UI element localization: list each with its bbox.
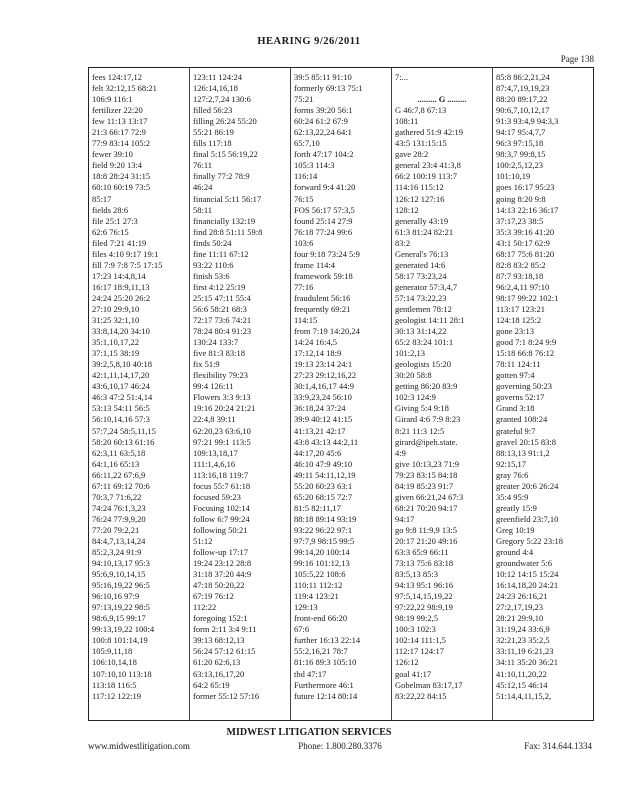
index-entry: 25:15 47:11 55:4 xyxy=(193,292,251,303)
index-entry: 94:17 95:4,7,7 xyxy=(496,127,546,138)
index-entry xyxy=(395,83,489,94)
index-entry: 76:18 77:24 99:6 xyxy=(294,226,353,237)
index-entry: 55:2,16,21 78:7 xyxy=(294,646,348,657)
index-entry: 27:23 29:12,16,22 xyxy=(294,370,357,381)
index-entry: forth 47:17 104:2 xyxy=(294,149,354,160)
index-entry: Girard 4:6 7:9 8:23 xyxy=(395,414,461,425)
index-entry: 21:3 66:17 72:9 xyxy=(92,127,146,138)
index-entry: file 25:1 27:3 xyxy=(92,215,138,226)
index-entry: felt 32:12,15 68:21 xyxy=(92,83,157,94)
index-entry: fills 117:18 xyxy=(193,138,232,149)
index-entry: 19:24 23:12 28:8 xyxy=(193,558,252,569)
index-entry: getting 86:20 83:9 xyxy=(395,381,458,392)
index-entry: 126:14,16,18 xyxy=(193,83,238,94)
index-entry: from 7:19 14:20,24 xyxy=(294,326,360,337)
index-entry: 79:23 83:15 84:18 xyxy=(395,469,458,480)
index-entry: 85:8 86:2,21,24 xyxy=(496,72,550,82)
index-entry: focus 55:7 61:18 xyxy=(193,480,251,491)
index-entry: 72:17 73:6 74:21 xyxy=(193,315,252,326)
index-entry: 36:18,24 37:24 xyxy=(294,403,346,414)
index-entry: 7:... xyxy=(395,72,408,82)
index-entry: 70:3,7 71:6,22 xyxy=(92,491,142,502)
index-entry: 84:4,7,13,14,24 xyxy=(92,535,146,546)
index-entry: 39:5 85:11 91:10 xyxy=(294,72,352,82)
index-entry: 39:9 40:12 41:15 xyxy=(294,414,353,425)
index-entry: ......... G ......... xyxy=(417,94,467,105)
footer-website: www.midwestlitigation.com xyxy=(88,741,190,751)
index-entry: 67:19 76:12 xyxy=(193,591,234,602)
index-entry: 15:18 66:8 76:12 xyxy=(496,348,555,359)
index-entry: 130:24 133:7 xyxy=(193,337,239,348)
index-entry: 46:24 xyxy=(193,182,213,193)
index-entry: 99:13,19,22 100:4 xyxy=(92,624,155,635)
index-entry: 83:2 xyxy=(395,237,411,248)
index-entry: 106:9 116:1 xyxy=(92,94,133,105)
index-entry: 43:8 43:13 44:2,11 xyxy=(294,436,359,447)
index-entry: Gregory 5:22 23:18 xyxy=(496,535,564,546)
page-number: Page 138 xyxy=(560,54,594,64)
index-entry: 84:19 85:23 91:7 xyxy=(395,480,454,491)
index-entry: 102:14 111:1,5 xyxy=(395,635,446,646)
index-entry: 102:3 124:9 xyxy=(395,392,436,403)
index-entry: ground 4:4 xyxy=(496,547,534,558)
index-entry: 81:16 89:3 105:10 xyxy=(294,657,357,668)
index-entry: 41:13,21 42:17 xyxy=(294,425,346,436)
index-entry: 32:21,23 35:2,5 xyxy=(496,635,550,646)
index-entry: 49:11 54:11,12,19 xyxy=(294,469,356,480)
index-entry: FOS 56:17 57:3,5 xyxy=(294,204,355,215)
index-entry: 43:6,10,17 46:24 xyxy=(92,381,150,392)
index-entry: 83:22,22 84:15 xyxy=(395,690,447,701)
index-entry: 27:10 29:9,10 xyxy=(92,303,140,314)
index-entry: 96:10,16 97:9 xyxy=(92,591,140,602)
index-entry: formerly 69:13 75:1 xyxy=(294,83,363,94)
index-entry: 99:14,20 100:14 xyxy=(294,547,350,558)
index-entry: gray 76:6 xyxy=(496,469,529,480)
index-entry: 42:1,11,14,17,20 xyxy=(92,370,150,381)
index-entry: 117:12 122:19 xyxy=(92,690,142,701)
index-entry: governing 50:23 xyxy=(496,381,552,392)
index-entry: general 23:4 41:3,8 xyxy=(395,160,461,171)
index-entry: 98:19 99:2,5 xyxy=(395,613,438,624)
index-entry: 68:21 70:20 94:17 xyxy=(395,502,458,513)
index-entry: future 12:14 80:14 xyxy=(294,690,358,701)
index-entry: 76:11 xyxy=(193,160,213,171)
index-entry: 96:2,4,11 97:10 xyxy=(496,281,550,292)
index-entry: first 4:12 25:19 xyxy=(193,281,246,292)
index-entry: 53:13 54:11 56:5 xyxy=(92,403,150,414)
index-entry: 37:17,23 38:5 xyxy=(496,215,544,226)
index-entry: 97:22,22 98:9,19 xyxy=(395,602,453,613)
index-entry: geologists 15:20 xyxy=(395,359,451,370)
index-entry: 37:1,15 38:19 xyxy=(92,348,140,359)
index-entry: 105:5,22 108:6 xyxy=(294,569,346,580)
index-entry: 66:11,22 67:6,9 xyxy=(92,469,146,480)
index-entry: 78:24 80:4 91:23 xyxy=(193,326,252,337)
index-entry: 24:24 25:20 26:2 xyxy=(92,292,151,303)
index-entry: 97:5,14,15,19,22 xyxy=(395,591,453,602)
index-entry: 51:14,4,11,15,2, xyxy=(496,690,552,701)
index-entry: financial 5:11 56:17 xyxy=(193,193,262,204)
index-entry: 62:13,22,24 64:1 xyxy=(294,127,352,138)
index-entry: 46:10 47:9 49:10 xyxy=(294,458,353,469)
index-entry: 85:17 xyxy=(92,193,112,204)
index-entry: 76:24 77:9,9,20 xyxy=(92,513,146,524)
index-entry: 41:10,11,20,22 xyxy=(496,668,547,679)
index-entry: gathered 51:9 42:19 xyxy=(395,127,463,138)
index-entry: field 9:20 13:4 xyxy=(92,160,143,171)
index-entry: 114:15 xyxy=(294,315,318,326)
index-entry: files 4:10 9:17 19:1 xyxy=(92,248,159,259)
index-entry: 56:10,14,16 57:3 xyxy=(92,414,150,425)
index-entry: find 28:8 51:11 59:8 xyxy=(193,226,263,237)
index-entry: gone 23:13 xyxy=(496,326,535,337)
index-entry: 126:12 127:16 xyxy=(395,193,445,204)
index-entry: fees 124:17,12 xyxy=(92,72,143,82)
index-entry: 43:5 131:15:15 xyxy=(395,138,447,149)
index-entry: 112:22 xyxy=(193,602,217,613)
index-entry: focused 59:23 xyxy=(193,491,241,502)
index-entry: 100:8 101:14,19 xyxy=(92,635,148,646)
index-entry: five 81:3 83:18 xyxy=(193,348,245,359)
index-entry: 55:20 60:23 63:1 xyxy=(294,480,353,491)
index-entry: 30:1,4,16,17 44:9 xyxy=(294,381,354,392)
index-entry: frequently 69:21 xyxy=(294,303,351,314)
index-entry: 88:13,13 91:1,2 xyxy=(496,447,550,458)
index-entry: greatly 15:9 xyxy=(496,502,537,513)
index-entry: greenfield 23:7,10 xyxy=(496,513,559,524)
index-entry: foregoing 152:1 xyxy=(193,613,248,624)
index-entry: 60:24 61:2 67:9 xyxy=(294,116,348,127)
index-column-5 xyxy=(493,68,593,720)
index-entry: 8:21 11:3 12:5 xyxy=(395,425,445,436)
index-entry: 111:1,4,6,16 xyxy=(193,458,236,469)
index-entry: framework 59:18 xyxy=(294,270,353,281)
index-entry: filed 7:21 41:19 xyxy=(92,237,147,248)
index-column-2 xyxy=(190,68,291,720)
index-entry: 68:17 75:6 81:20 xyxy=(496,248,555,259)
index-entry: goes 16:17 95:23 xyxy=(496,182,555,193)
index-entry: 44:17,20 45:6 xyxy=(294,447,342,458)
index-entry: fertilizer 22:20 xyxy=(92,105,143,116)
index-entry: 17:23 14:4,8,14 xyxy=(92,270,146,281)
footer-contact-row xyxy=(88,741,592,753)
index-entry: 83:5,13 85:3 xyxy=(395,569,438,580)
index-entry: 97:7,9 98:15 99:5 xyxy=(294,535,355,546)
index-entry: 93:22 96:22 97:1 xyxy=(294,524,353,535)
index-entry: 124:18 125:2 xyxy=(496,315,542,326)
index-entry: 82:8 83:2 85:2 xyxy=(496,259,546,270)
index-entry: give 10:13,23 71:9 xyxy=(395,458,459,469)
index-entry: form 2:11 3:4 9:11 xyxy=(193,624,257,635)
index-entry: G 46:7,8 67:13 xyxy=(395,105,447,116)
index-entry: 73:13 75:6 83:18 xyxy=(395,558,454,569)
index-entry: 62:20,23 63:6,10 xyxy=(193,425,251,436)
index-entry: 112:17 124:17 xyxy=(395,646,445,657)
index-entry: 39:2,5,8,10 40:18 xyxy=(92,359,152,370)
index-entry: 107:10,10 113:18 xyxy=(92,668,152,679)
index-entry: 77:16 xyxy=(294,281,314,292)
index-entry: Furthermore 46:1 xyxy=(294,679,354,690)
index-entry: finish 53:6 xyxy=(193,270,230,281)
index-entry: 100:2,5,12,23 xyxy=(496,160,543,171)
index-entry: forward 9:4 41:20 xyxy=(294,182,356,193)
index-entry: 47:18 50:20,22 xyxy=(193,580,245,591)
index-entry: 119:4 123:21 xyxy=(294,591,339,602)
index-entry: 81:5 82:11,17 xyxy=(294,502,341,513)
index-entry: finally 77:2 78:9 xyxy=(193,171,250,182)
index-entry: further 16:13 22:14 xyxy=(294,635,361,646)
index-entry: 87:4,7,19,19,23 xyxy=(496,83,550,94)
index-entry: geologist 14:11 28:1 xyxy=(395,315,465,326)
index-entry: 61:3 81:24 82:21 xyxy=(395,226,454,237)
index-entry: 30:20 58:8 xyxy=(395,370,432,381)
index-column-3 xyxy=(291,68,392,720)
index-entry: gotten 97:4 xyxy=(496,370,535,381)
index-entry: 17:12,14 18:9 xyxy=(294,348,342,359)
index-entry: found 25:14 27:9 xyxy=(294,215,353,226)
index-entry: gentlemen 78:12 xyxy=(395,303,452,314)
index-entry: goal 41:17 xyxy=(395,668,432,679)
index-entry: 123:11 124:24 xyxy=(193,72,243,82)
index-entry: 67:11 69:12 70:6 xyxy=(92,480,150,491)
index-entry: 20:17 21:20 49:16 xyxy=(395,535,458,546)
index-entry: 114:16 115:12 xyxy=(395,182,444,193)
index-entry: 106:10,14,18 xyxy=(92,657,137,668)
index-entry: 66:2 100:19 113:7 xyxy=(395,171,458,182)
index-entry: 63:3 65:9 66:11 xyxy=(395,547,449,558)
index-entry: 97:21 99:1 113:5 xyxy=(193,436,251,447)
index-entry: generated 14:6 xyxy=(395,259,446,270)
index-entry: 113:18 116:5 xyxy=(92,679,137,690)
index-entry: 60:10 60:19 73:5 xyxy=(92,182,151,193)
index-entry: finds 50:24 xyxy=(193,237,232,248)
index-entry: 33:9,23,24 56:10 xyxy=(294,392,352,403)
transcript-header-title: HEARING 9/26/2011 xyxy=(257,36,361,47)
index-entry: 35:3 39:16 41:20 xyxy=(496,226,555,237)
index-entry: fraudulent 56:16 xyxy=(294,292,351,303)
index-entry: 58:17 73:23,24 xyxy=(395,270,447,281)
index-entry: 28:21 29:9,10 xyxy=(496,613,544,624)
index-entry: 56:24 57:12 61:15 xyxy=(193,646,256,657)
index-entry: 99:4 126:11 xyxy=(193,381,234,392)
index-entry: 16:14,18,20 24:21 xyxy=(496,580,559,591)
index-entry: 110:11 112:12 xyxy=(294,580,343,591)
index-entry: 33:8,14,20 34:10 xyxy=(92,326,150,337)
index-entry: former 55:12 57:16 xyxy=(193,690,260,701)
index-entry: greater 20:6 26:24 xyxy=(496,480,559,491)
index-entry: 24:23 26:16,21 xyxy=(496,591,548,602)
index-entry: 105:3 114:3 xyxy=(294,160,335,171)
index-entry: tbd 47:17 xyxy=(294,668,327,679)
index-entry: good 7:1 8:24 9:9 xyxy=(496,337,557,348)
index-entry: 31:18 37:20 44:9 xyxy=(193,569,252,580)
index-entry: frame 114:4 xyxy=(294,259,335,270)
index-entry: 56:6 58:21 68:3 xyxy=(193,303,247,314)
index-entry: gravel 20:15 83:8 xyxy=(496,436,556,447)
index-entry: 65:7,10 xyxy=(294,138,320,149)
index-entry: 65:2 83:24 101:1 xyxy=(395,337,454,348)
index-entry: 87:7 93:18,18 xyxy=(496,270,544,281)
index-entry: final 5:15 56:19,22 xyxy=(193,149,258,160)
index-entry: 39:13 68:12,13 xyxy=(193,635,245,646)
index-entry: 77:20 79:2,21 xyxy=(92,524,140,535)
index-entry: 98:17 99:22 102:1 xyxy=(496,292,559,303)
index-entry: 33:11,19 6:21,23 xyxy=(496,646,554,657)
index-entry: following 50:21 xyxy=(193,524,248,535)
index-entry: go 9:8 11:9,9 13:5 xyxy=(395,524,458,535)
index-entry: 65:20 68:15 72:7 xyxy=(294,491,353,502)
footer-phone: Phone: 1.800.280.3376 xyxy=(298,741,382,751)
index-entry: 94:10,13,17 95:3 xyxy=(92,558,150,569)
index-entry: 101:2,13 xyxy=(395,348,425,359)
index-entry: 98:6,9,15 99:17 xyxy=(92,613,146,624)
index-entry: 74:24 76:1,3,23 xyxy=(92,502,146,513)
index-entry: 77:9 83:14 105:2 xyxy=(92,138,151,149)
index-entry: generally 43:19 xyxy=(395,215,449,226)
index-entry: 126:12 xyxy=(395,657,419,668)
index-entry: 45:12,15 46:14 xyxy=(496,679,548,690)
index-entry: 43:1 50:17 62:9 xyxy=(496,237,550,248)
index-entry: 97:13,19,22 98:5 xyxy=(92,602,150,613)
index-entry: Focusing 102:14 xyxy=(193,502,250,513)
index-entry: flexibility 79:23 xyxy=(193,370,249,381)
footer-fax: Fax: 314.644.1334 xyxy=(524,741,592,751)
index-entry: 93:22 110:6 xyxy=(193,259,234,270)
index-entry: 27:2,17,19,23 xyxy=(496,602,543,613)
index-entry: 58:11 xyxy=(193,204,213,215)
index-entry: follow-up 17:17 xyxy=(193,547,249,558)
index-entry: 128:12 xyxy=(395,204,419,215)
index-entry: 96:3 97:15,18 xyxy=(496,138,544,149)
index-entry: Giving 5:4 9:18 xyxy=(395,403,449,414)
index-entry: 113:17 123:21 xyxy=(496,303,546,314)
word-index-grid xyxy=(88,67,594,721)
index-entry: 14:24 16:4,5 xyxy=(294,337,337,348)
index-entry: 19:13 23:14 24:1 xyxy=(294,359,353,370)
index-entry: 98:3,7 99:8,15 xyxy=(496,149,546,160)
index-entry: four 9:18 73:24 5:9 xyxy=(294,248,360,259)
index-column-4 xyxy=(392,68,493,720)
index-entry: 92:15,17 xyxy=(496,458,526,469)
index-entry: 19:16 20:24 21:21 xyxy=(193,403,256,414)
index-entry: 57:14 73:22,23 xyxy=(395,292,447,303)
index-entry: filled 56:23 xyxy=(193,105,233,116)
index-entry: fewer 39:10 xyxy=(92,149,133,160)
index-entry: filling 26:24 55:20 xyxy=(193,116,257,127)
index-entry: 62:3,11 63:5,18 xyxy=(92,447,146,458)
index-entry: 64:1,16 65:13 xyxy=(92,458,140,469)
index-entry: 51:12 xyxy=(193,535,213,546)
index-column-1 xyxy=(89,68,190,720)
index-entry: girard@ipeh.state. xyxy=(395,436,458,447)
index-entry: few 11:13 13:17 xyxy=(92,116,148,127)
index-entry: 116:14 xyxy=(294,171,318,182)
index-entry: forms 39:20 56:1 xyxy=(294,105,353,116)
index-entry: Gobelman 83:17,17 xyxy=(395,679,463,690)
index-entry: governs 52:17 xyxy=(496,392,545,403)
index-entry: 94:13 95:1 96:16 xyxy=(395,580,454,591)
index-entry: fix 51:9 xyxy=(193,359,220,370)
index-entry: 76:15 xyxy=(294,193,314,204)
index-entry: 95:16,19,22 96:5 xyxy=(92,580,150,591)
index-entry: 14:13 22:16 36:17 xyxy=(496,204,559,215)
index-entry: 95:6,9,10,14,15 xyxy=(92,569,146,580)
index-entry: 78:11 124:11 xyxy=(496,359,541,370)
index-entry: 10:12 14:15 15:24 xyxy=(496,569,559,580)
index-entry: 109:13,18,17 xyxy=(193,447,238,458)
index-entry: 100:3 102:3 xyxy=(395,624,436,635)
index-entry: Flowers 3:3 9:13 xyxy=(193,392,251,403)
index-entry: 67:6 xyxy=(294,624,310,635)
index-entry: 101:10,19 xyxy=(496,171,531,182)
index-entry: 35:4 95:9 xyxy=(496,491,529,502)
index-entry: 63:13,16,17,20 xyxy=(193,668,245,679)
index-entry: 30:13 31:14,22 xyxy=(395,326,447,337)
index-entry: gave 28:2 xyxy=(395,149,429,160)
index-entry: 90:6,7,10,12,17 xyxy=(496,105,550,116)
index-entry: 58:20 60:13 61:16 xyxy=(92,436,155,447)
index-entry: 35:1,10,17,22 xyxy=(92,337,139,348)
index-entry: 34:11 35:20 36:21 xyxy=(496,657,559,668)
index-entry: 108:11 xyxy=(395,116,419,127)
index-entry: 31:25 32:1,10 xyxy=(92,315,140,326)
index-entry: 88:20 89:17,22 xyxy=(496,94,548,105)
index-entry: 105:9,11,18 xyxy=(92,646,133,657)
index-entry: financially 132:19 xyxy=(193,215,256,226)
index-entry: 85:2,3,24 91:9 xyxy=(92,547,142,558)
index-entry: 88:18 89:14 93:19 xyxy=(294,513,357,524)
index-entry: 127:2,7,24 130:6 xyxy=(193,94,251,105)
index-entry: going 8:20 9:8 xyxy=(496,193,546,204)
index-entry: 61:20 62:6,13 xyxy=(193,657,241,668)
index-entry: 64:2 65:19 xyxy=(193,679,230,690)
index-entry: 94:17 xyxy=(395,513,415,524)
index-entry: follow 6:7 99:24 xyxy=(193,513,250,524)
index-entry: 31:19,24 33:6,9 xyxy=(496,624,550,635)
index-entry: 18:8 28:24 31:15 xyxy=(92,171,151,182)
index-entry: General's 76:13 xyxy=(395,248,449,259)
index-entry: front-end 66:20 xyxy=(294,613,348,624)
index-entry: 22:4,8 39:11 xyxy=(193,414,236,425)
index-entry: given 66:21,24 67:3 xyxy=(395,491,464,502)
index-entry: 113:16,18 119:7 xyxy=(193,469,249,480)
index-entry: 4:9 xyxy=(395,447,406,458)
index-entry: 103:6 xyxy=(294,237,314,248)
index-entry: 57:7,24 58:5,11,15 xyxy=(92,425,156,436)
index-entry: 62:6 76:15 xyxy=(92,226,129,237)
index-entry: fill 7:9 7:8 7:5 17:15 xyxy=(92,259,163,270)
index-entry: 91:3 93:4,9 94:3,3 xyxy=(496,116,559,127)
index-entry: 16:17 18:9,11,13 xyxy=(92,281,150,292)
index-entry: granted 108:24 xyxy=(496,414,548,425)
index-entry: fine 11:11 67:12 xyxy=(193,248,249,259)
index-entry: grateful 9:7 xyxy=(496,425,536,436)
index-entry: fields 28:6 xyxy=(92,204,129,215)
index-entry: generator 57:3,4,7 xyxy=(395,281,458,292)
index-entry: Grand 3:18 xyxy=(496,403,535,414)
index-entry: 55:21 86:19 xyxy=(193,127,234,138)
index-entry: 129:13 xyxy=(294,602,318,613)
index-entry: 46:3 47:2 51:4,14 xyxy=(92,392,153,403)
index-entry: groundwater 5:6 xyxy=(496,558,552,569)
index-entry: 99:16 101:12,13 xyxy=(294,558,350,569)
footer-company: MIDWEST LITIGATION SERVICES xyxy=(226,727,392,738)
index-entry: Greg 10:19 xyxy=(496,524,535,535)
index-entry: 75:21 xyxy=(294,94,314,105)
